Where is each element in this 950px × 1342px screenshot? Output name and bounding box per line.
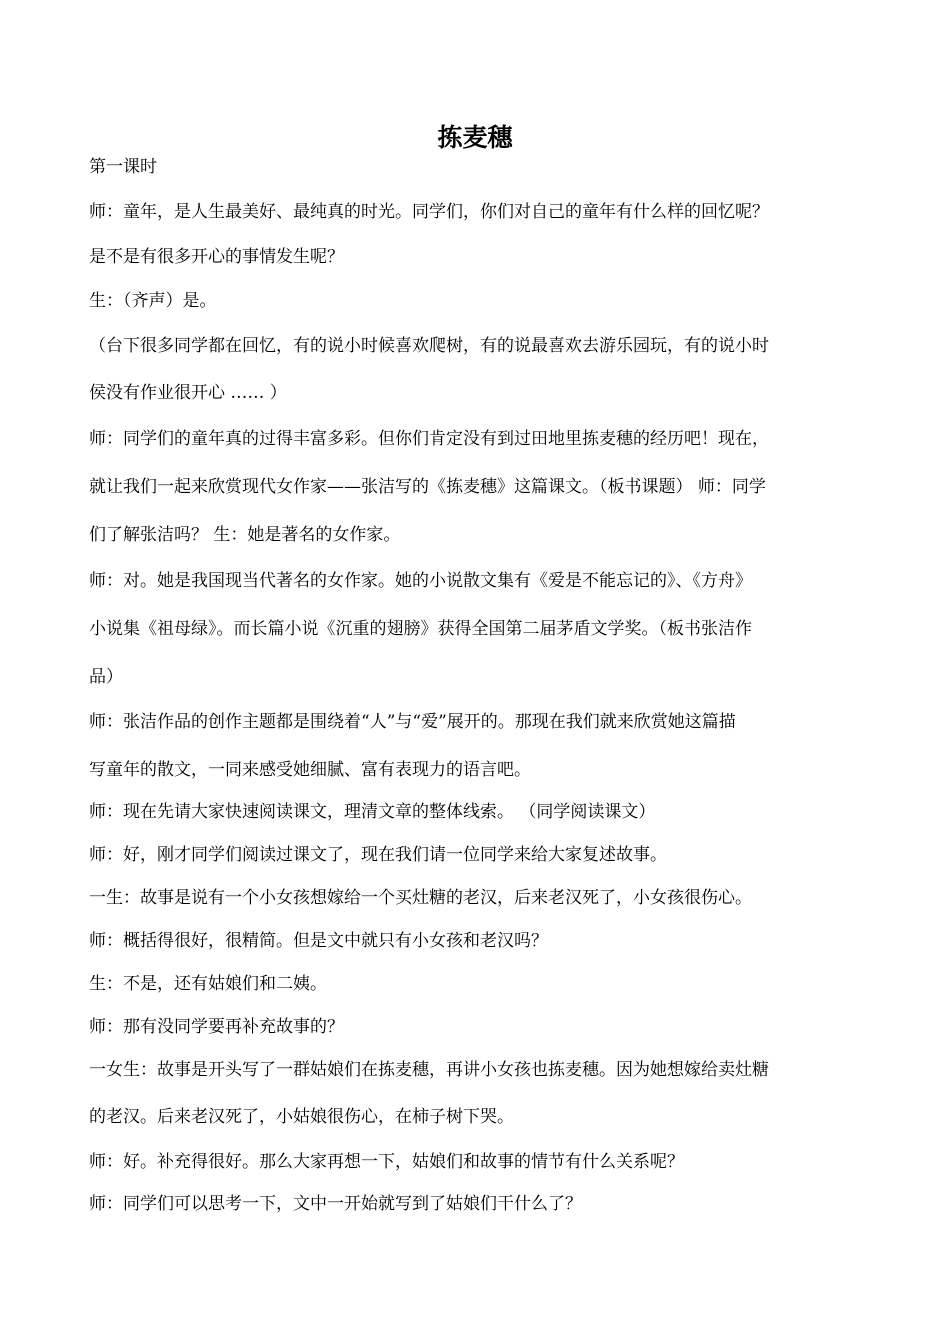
text-line: 小说集《祖母绿》。而长篇小说《沉重的翅膀》获得全国第二届茅盾文学奖。（板书张洁作 bbox=[89, 619, 752, 639]
text-line: 品） bbox=[89, 667, 123, 687]
text-line: 一女生：故事是开头写了一群姑娘们在拣麦穗，再讲小女孩也拣麦穗。因为她想嫁给卖灶糖 bbox=[89, 1060, 769, 1080]
text-line: 师：张洁作品的创作主题都是围绕着“人”与“爱”展开的。那现在我们就来欣赏她这篇描 bbox=[89, 712, 736, 732]
text-line: 就让我们一起来欣赏现代女作家——张洁写的《拣麦穗》这篇课文。（板书课题） 师：同学 bbox=[89, 477, 766, 497]
text-line: 的老汉。后来老汉死了，小姑娘很伤心，在柿子树下哭。 bbox=[89, 1107, 514, 1127]
document-title: 拣麦穗 bbox=[437, 123, 513, 152]
text-line: 生：（齐声）是。 bbox=[89, 291, 217, 311]
text-line: 师：概括得很好，很精简。但是文中就只有小女孩和老汉吗？ bbox=[89, 931, 548, 951]
text-line: 师：对。她是我国现当代著名的女作家。她的小说散文集有《爱是不能忘记的》、《方舟》 bbox=[89, 571, 752, 591]
text-line: 师：好。补充得很好。那么大家再想一下，姑娘们和故事的情节有什么关系呢？ bbox=[89, 1152, 684, 1172]
text-line: 师：同学们的童年真的过得丰富多彩。但你们肯定没有到过田地里拣麦穗的经历吧！现在， bbox=[89, 429, 769, 449]
text-line: 写童年的散文，一同来感受她细腻、富有表现力的语言吧。 bbox=[89, 760, 531, 780]
text-line: 一生：故事是说有一个小女孩想嫁给一个买灶糖的老汉，后来老汉死了，小女孩很伤心。 bbox=[89, 888, 752, 908]
text-line: 第一课时 bbox=[89, 157, 157, 177]
text-line: 师：童年，是人生最美好、最纯真的时光。同学们，你们对自己的童年有什么样的回忆呢？ bbox=[89, 202, 769, 222]
text-line: （台下很多同学都在回忆，有的说小时候喜欢爬树，有的说最喜欢去游乐园玩，有的说小时 bbox=[89, 336, 769, 356]
text-line: 生：不是，还有姑娘们和二姨。 bbox=[89, 974, 327, 994]
text-line: 侯没有作业很开心 …… ） bbox=[89, 383, 287, 403]
text-line: 们了解张洁吗？ 生：她是著名的女作家。 bbox=[89, 525, 401, 545]
text-line: 师：好，刚才同学们阅读过课文了，现在我们请一位同学来给大家复述故事。 bbox=[89, 845, 667, 865]
text-line: 师：那有没同学要再补充故事的？ bbox=[89, 1017, 344, 1037]
text-line: 师：同学们可以思考一下，文中一开始就写到了姑娘们干什么了？ bbox=[89, 1194, 582, 1214]
text-line: 师：现在先请大家快速阅读课文，理清文章的整体线索。 （同学阅读课文） bbox=[89, 802, 656, 822]
text-line: 是不是有很多开心的事情发生呢？ bbox=[89, 247, 344, 267]
